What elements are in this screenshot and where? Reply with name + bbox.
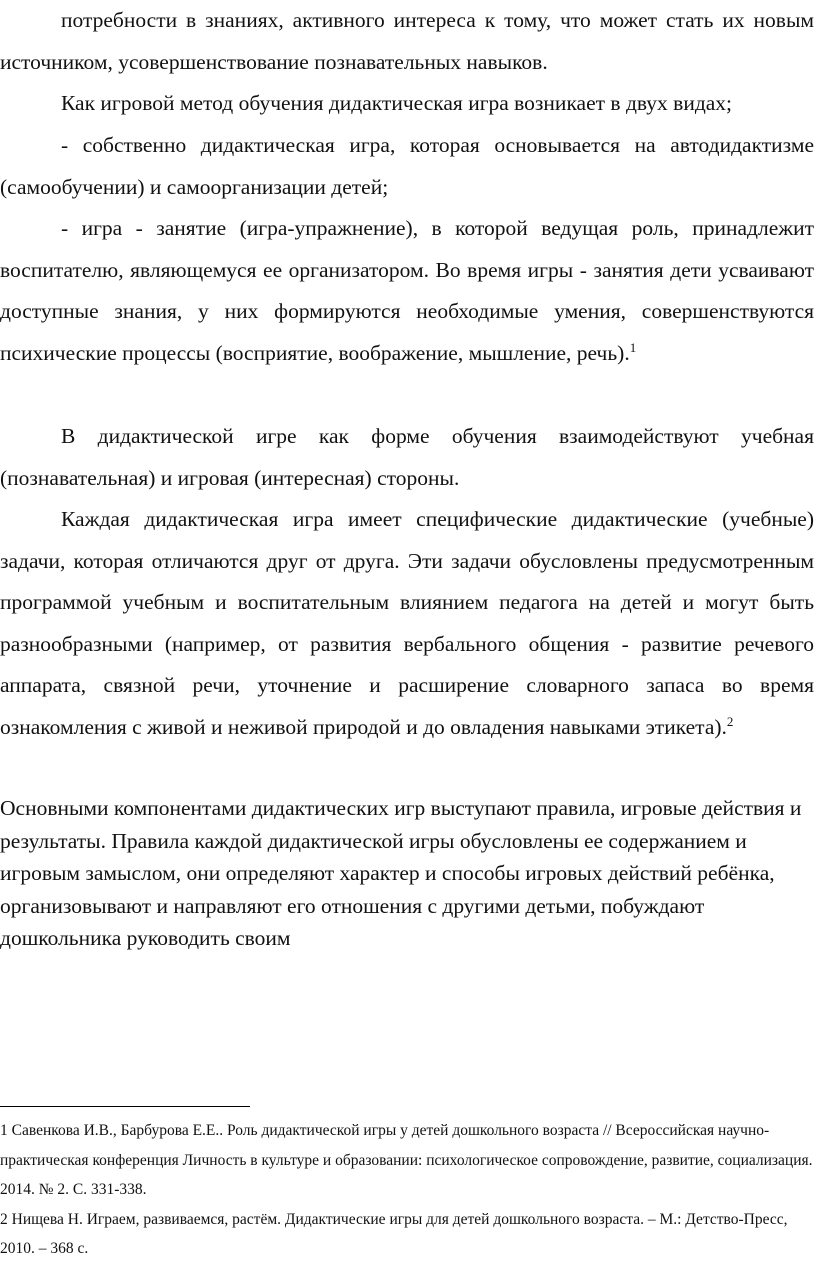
footnote-1: 1 Савенкова И.В., Барбурова Е.Е.. Роль дидактической игры у детей дошкольного возраста // Всероссийская научно-практическая конференция Личность в культуре и образовании: психологическое сопровождение, развитие, социализация. 2014. № 2. С. 331-338. [0, 1122, 813, 1198]
paragraph-game-method: Как игровой метод обучения дидактическая игра возникает в двух видах; [61, 91, 733, 115]
paragraph-didactic-form: В дидактической игре как форме обучения взаимодействуют учебная (познавательная) и игровая (интересная) стороны. [0, 424, 814, 490]
paragraph-game-lesson [0, 208, 814, 374]
paragraph-didactic-tasks-text: Каждая дидактическая игра имеет специфические дидактические (учебные) задачи, которая отличаются друг от друга. Эти задачи обусловлены предусмотренным программой учебным и воспитательным влиянием педагога на детей и могут быть разнообразными (например, от развития вербального общения - развитие речевого аппарата, связной речи, уточнение и расширение словарного запаса во время ознакомления с живой и неживой природой и до овладения навыками этикета). [0, 507, 814, 739]
footnote-ref-1[interactable]: 1 [629, 339, 637, 355]
paragraph-didactic-tasks [0, 499, 814, 748]
footnote-ref-2[interactable]: 2 [726, 713, 734, 729]
paragraph-main-components: Основными компонентами дидактических игр выступают правила, игровые действия и результаты. Правила каждой дидактической игры обусловлены ее содержанием и игровым замыслом, они определяют характер и способы игровых действий ребёнка, организовывают и направляют его отношения с другими детьми, побуждают дошкольника руководить своим [0, 796, 802, 950]
footnote-2: 2 Нищева Н. Играем, развиваемся, растём. Дидактические игры для детей дошкольного возраста. – М.: Детство-Пресс, 2010. – 368 с. [0, 1210, 788, 1257]
footnotes-section [0, 1116, 814, 1264]
footnote-separator [0, 1106, 250, 1107]
paragraph-game-lesson-text: - игра - занятие (игра-упражнение), в которой ведущая роль, принадлежит воспитателю, являющемуся ее организатором. Во время игры - занятия дети усваивают доступные знания, у них формируются необходимые умения, совершенствуются психические процессы (восприятие, воображение, мышление, речь). [0, 216, 814, 365]
paragraph-proper-didactic-game: - собственно дидактическая игра, которая основывается на автодидактизме (самообучении) и самоорганизации детей; [0, 133, 814, 199]
paragraph-continuation: потребности в знаниях, активного интереса к тому, что может стать их новым источником, усовершенствование познавательных навыков. [0, 8, 814, 74]
